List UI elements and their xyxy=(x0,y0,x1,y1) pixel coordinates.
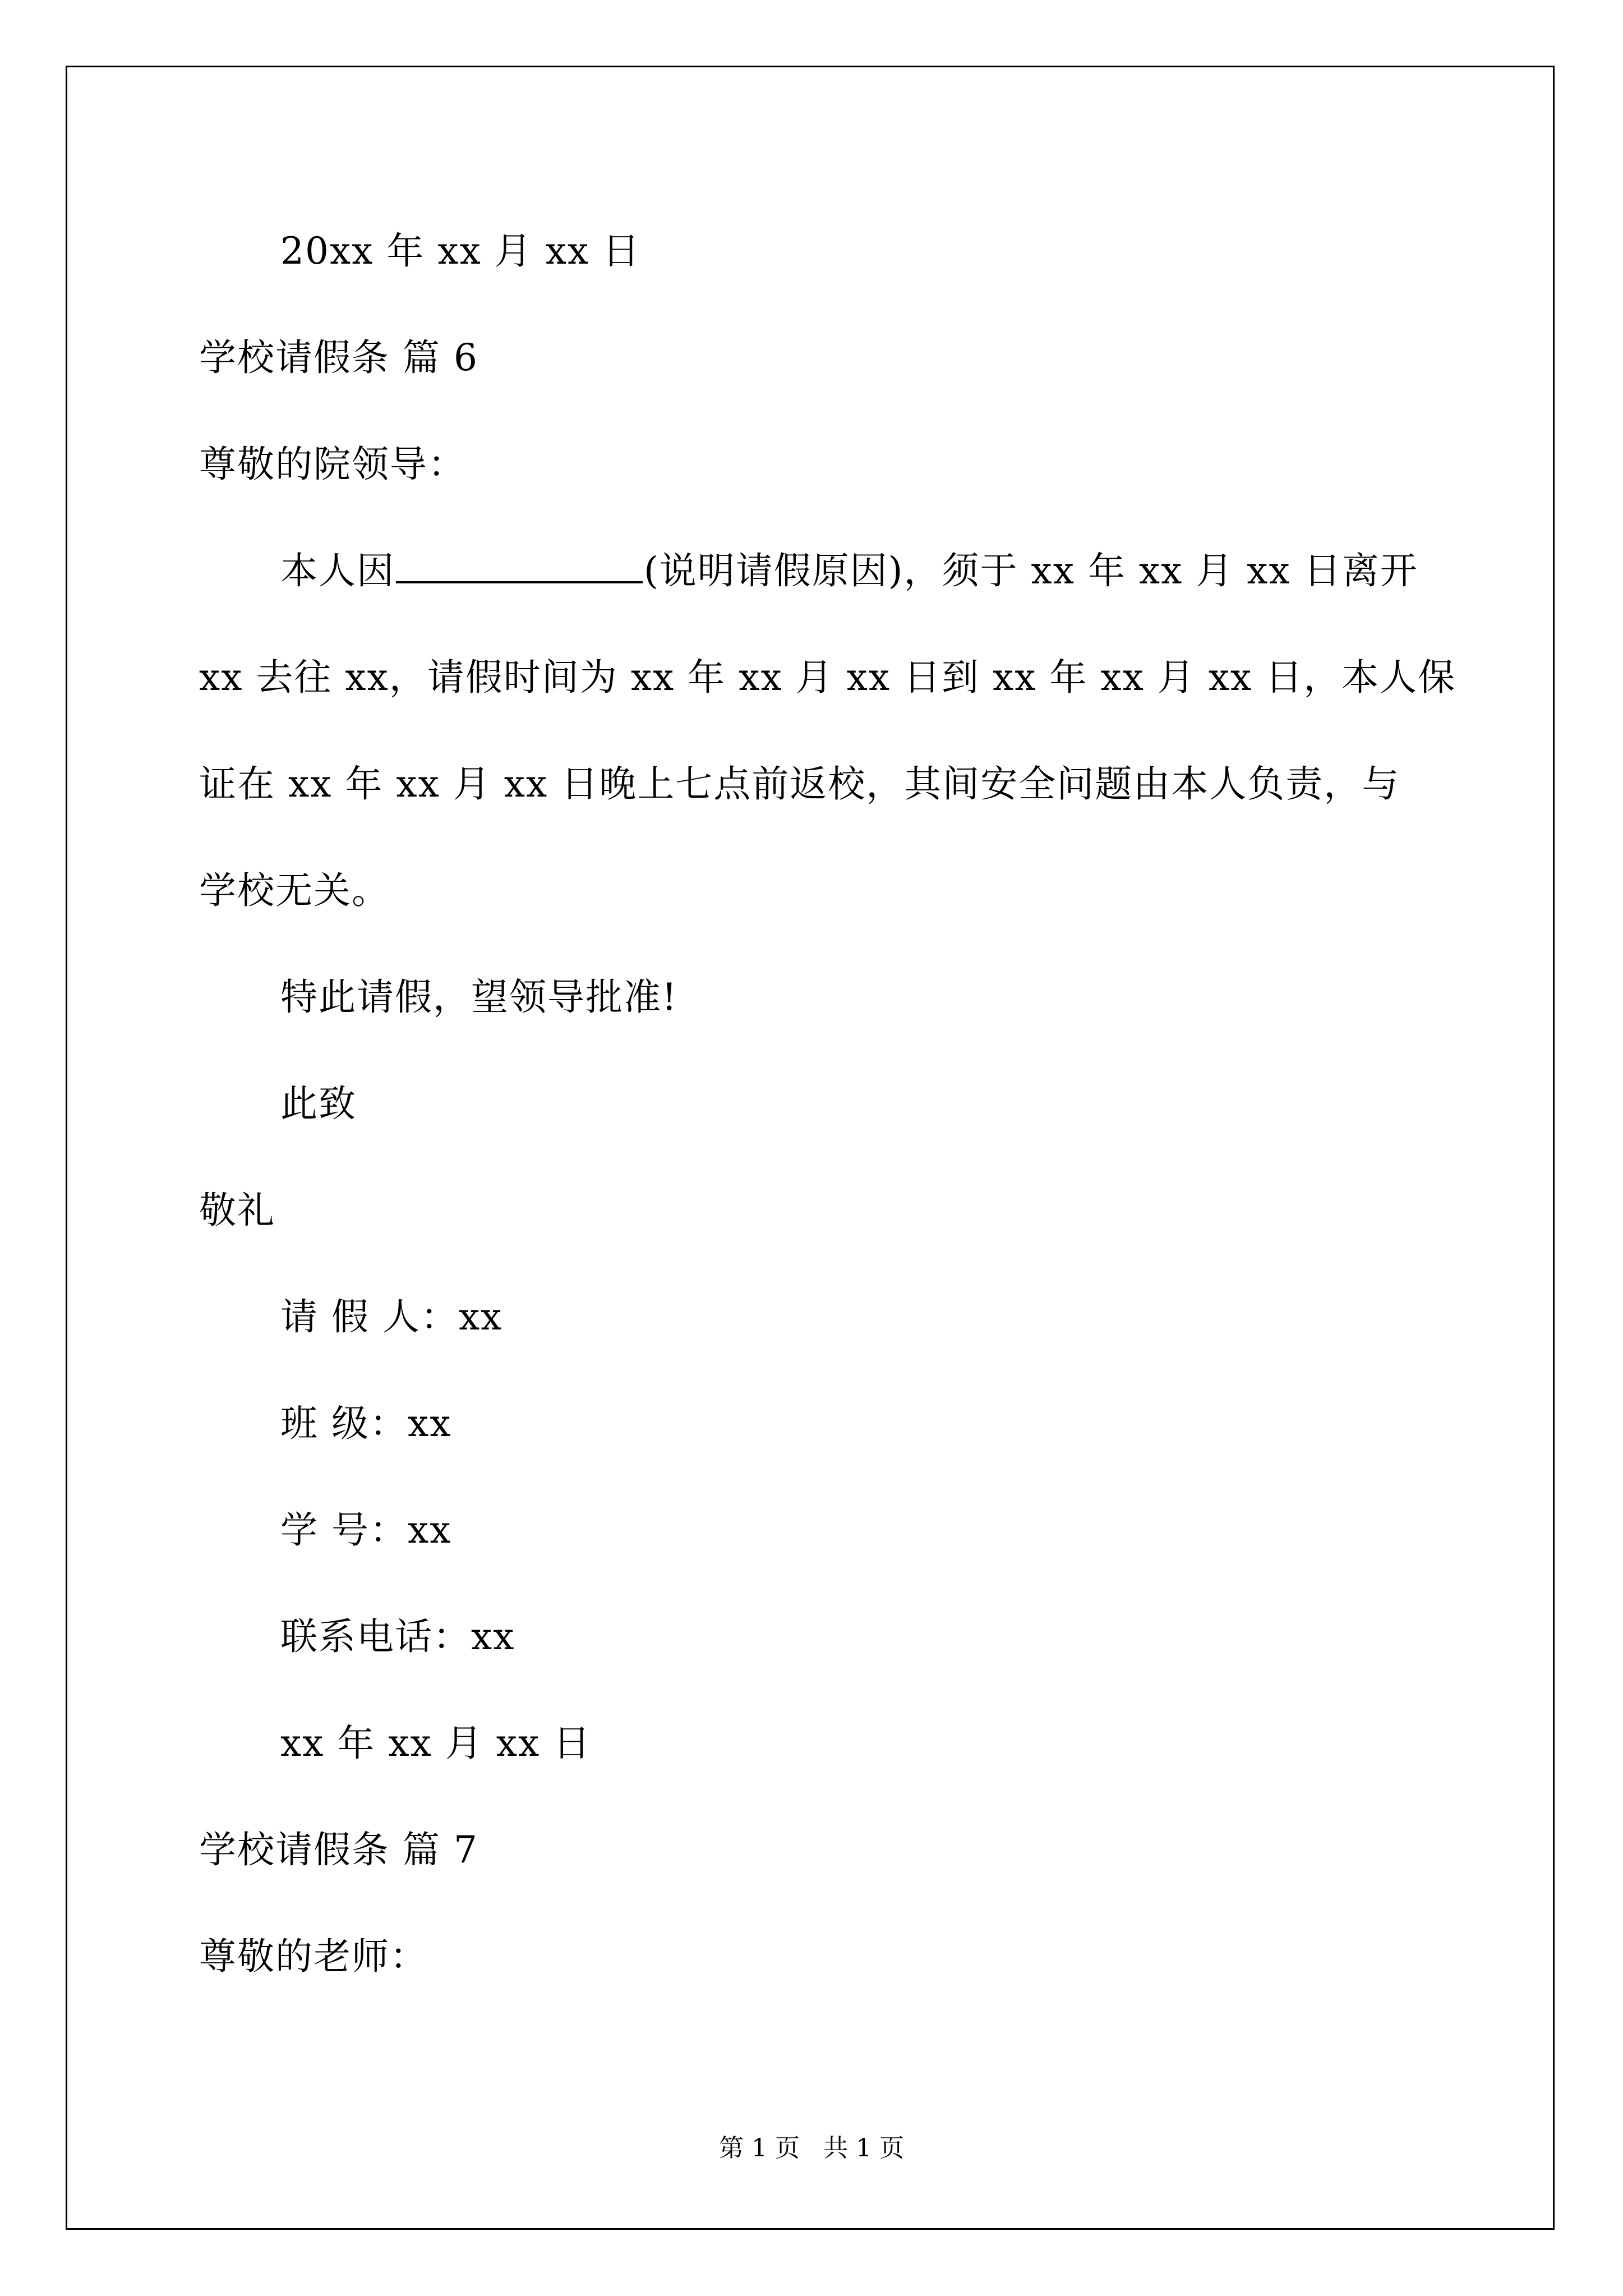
applicant-line: 请 假 人：xx xyxy=(280,1295,503,1338)
section-heading-7: 学校请假条 篇 7 xyxy=(199,1828,478,1871)
page-border xyxy=(66,66,1555,2230)
salutation: 尊敬的院领导： xyxy=(199,443,466,486)
salutation-7: 尊敬的老师： xyxy=(199,1935,428,1978)
body-suffix: (说明请假原因)，须于 xx 年 xx 月 xx 日离开 xyxy=(644,549,1418,592)
reason-blank xyxy=(396,550,643,583)
page-number: 第 1 页 xyxy=(719,2134,800,2162)
page-footer xyxy=(0,2132,1623,2165)
student-id-line: 学 号：xx xyxy=(280,1508,452,1552)
page-total: 共 1 页 xyxy=(823,2134,904,2162)
date-line: 20xx 年 xx 月 xx 日 xyxy=(280,229,641,273)
phone-line: 联系电话：xx xyxy=(280,1615,515,1658)
request-line: 特此请假，望领导批准! xyxy=(280,976,678,1019)
body-paragraph-line-3: 证在 xx 年 xx 月 xx 日晚上七点前返校，其间安全问题由本人负责，与 xyxy=(199,762,1400,806)
class-line: 班 级：xx xyxy=(280,1402,452,1445)
body-paragraph-line-4: 学校无关。 xyxy=(199,869,390,912)
closing-line-2: 敬礼 xyxy=(199,1189,275,1232)
body-paragraph-line-2: xx 去往 xx，请假时间为 xx 年 xx 月 xx 日到 xx 年 xx 月 xx 日，本人保 xyxy=(199,656,1456,699)
body-paragraph-line-1 xyxy=(280,549,1418,593)
closing-line-1: 此致 xyxy=(280,1082,357,1125)
signature-date-line: xx 年 xx 月 xx 日 xyxy=(280,1722,592,1765)
body-prefix: 本人因 xyxy=(280,549,395,592)
section-heading-6: 学校请假条 篇 6 xyxy=(199,336,478,379)
